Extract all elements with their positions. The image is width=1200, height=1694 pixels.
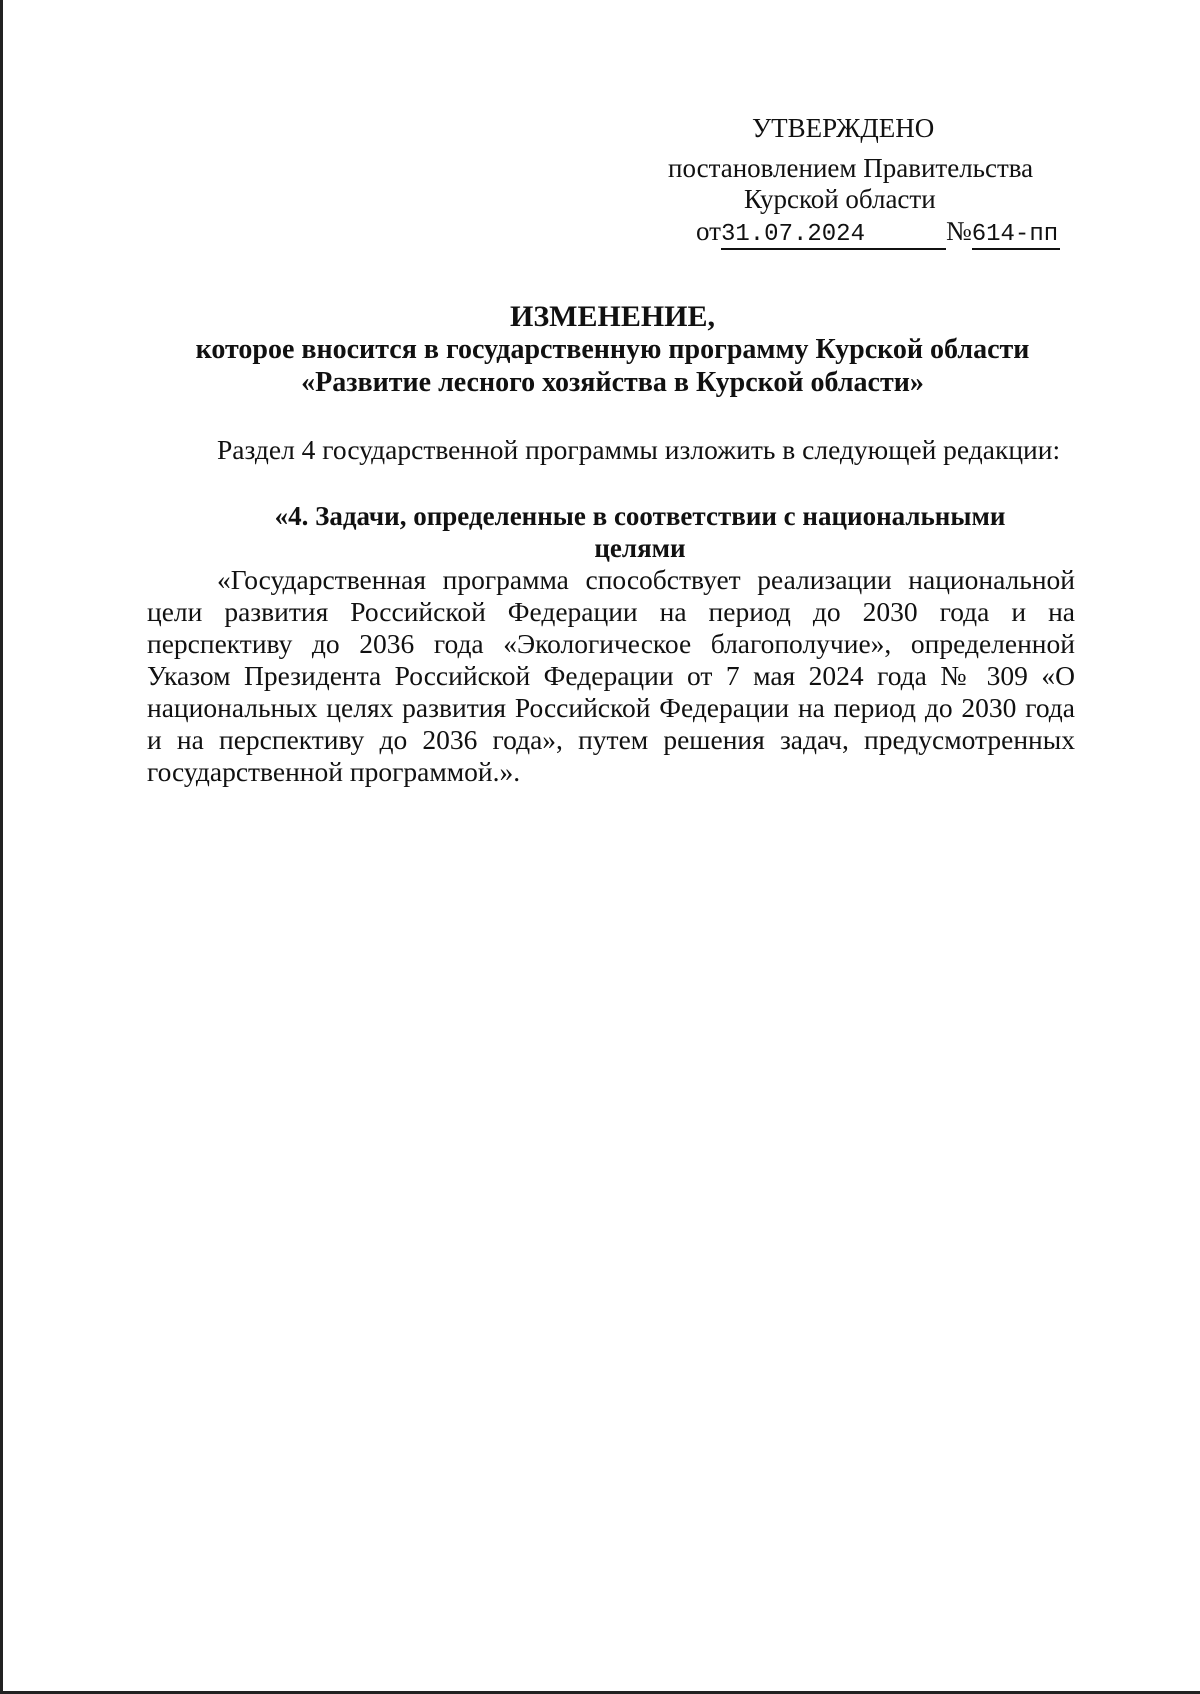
approval-number: 614-пп (971, 221, 1059, 248)
approval-date-field (721, 222, 946, 250)
document-title-block (150, 300, 1075, 399)
main-paragraph: «Государственная программа способствует реализации национальной цели развития Российской Федерации на период до 2030 года и на перспективу до 2036 года «Экологическое благополучие», определенной Указом Президента Российской Федерации от 7 мая 2024 года № 309 «О национальных целях развития Российской Федерации на период до 2030 года и на перспективу до 2036 года», путем решения задач, предусмотренных государственной программой.». (147, 564, 1075, 787)
approved-region-line: Курской области (744, 184, 936, 214)
approval-date-number-line (696, 215, 1060, 250)
approved-by-line: постановлением Правительства (668, 153, 1034, 183)
approved-label: УТВЕРЖДЕНО (752, 113, 935, 143)
document-subtitle-line1: которое вносится в государственную программу Курской области (195, 334, 1030, 365)
document-subtitle-line2: «Развитие лесного хозяйства в Курской области» (301, 367, 924, 398)
date-prefix: от (696, 216, 721, 246)
intro-paragraph: Раздел 4 государственной программы изложить в следующей редакции: (217, 434, 1061, 465)
number-prefix: № (945, 216, 972, 246)
document-title: ИЗМЕНЕНИЕ, (509, 300, 716, 333)
approval-number-field (972, 222, 1060, 250)
scan-edge-left (0, 0, 3, 1694)
section-heading: «4. Задачи, определенные в соответствии с национальными целями (274, 501, 1006, 563)
approval-date: 31.07.2024 (720, 221, 865, 248)
